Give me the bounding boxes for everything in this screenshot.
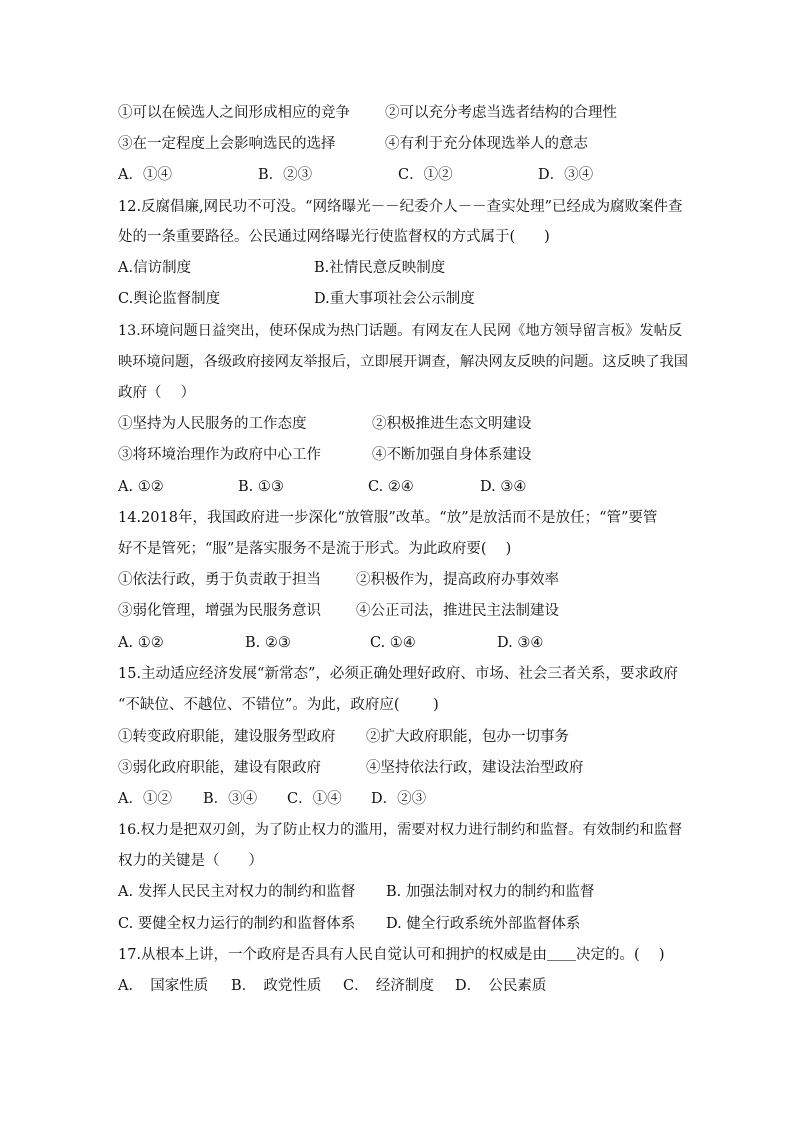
q14-option-1: ①依法行政，勇于负责敢于担当 (118, 572, 321, 588)
q13-choice-b: B. ①③ (238, 479, 284, 495)
q14-choice-c: C. ①④ (370, 635, 416, 651)
q16-choice-b: B. 加强法制对权力的制约和监督 (386, 884, 595, 900)
q17-choice-c: C． 经济制度 (343, 978, 434, 994)
q13-stem-line-1: 13.环境问题日益突出，使环保成为热门话题。有网友在人民网《地方领导留言板》发帖反 (118, 323, 683, 339)
q15-choice-a: A．①② (118, 791, 172, 807)
q14-choice-d: D. ③④ (497, 635, 544, 651)
q16-choice-c: C. 要健全权力运行的制约和监督体系 (118, 916, 356, 932)
q13-option-4: ④不断加强自身体系建设 (372, 447, 532, 463)
q16-choice-a: A. 发挥人民民主对权力的制约和监督 (118, 884, 356, 900)
q13-option-3: ③将环境治理作为政府中心工作 (118, 447, 321, 463)
q14-choice-b: B. ②③ (245, 635, 291, 651)
q14-option-4: ④公正司法，推进民主法制建设 (356, 603, 559, 619)
q14-option-2: ②积极作为，提高政府办事效率 (356, 572, 559, 588)
q11-option-2: ②可以充分考虑当选者结构的合理性 (385, 105, 617, 121)
q11-option-4: ④有利于充分体现选举人的意志 (385, 136, 588, 152)
q11-choice-a: A．①④ (118, 167, 172, 183)
q11-choice-c: C．①② (398, 167, 453, 183)
q16-stem-line-2: 权力的关键是（ ） (118, 853, 263, 869)
q11-choice-b: B．②③ (258, 167, 313, 183)
q12-choice-a: A.信访制度 (118, 260, 192, 276)
q17-stem-line-1: 17.从根本上讲，一个政府是否具有人民自觉认可和拥护的权威是由＿＿决定的。( ) (118, 947, 665, 963)
q15-option-4: ④坚持依法行政，建设法治型政府 (366, 760, 584, 776)
q16-stem-line-1: 16.权力是把双刃剑，为了防止权力的滥用，需要对权力进行制约和监督。有效制约和监督 (118, 822, 683, 838)
q16-choice-d: D. 健全行政系统外部监督体系 (386, 916, 581, 932)
q14-stem-line-2: 好不是管死；“服”是落实服务不是流于形式。为此政府要( ) (118, 541, 512, 557)
q11-option-3: ③在一定程度上会影响选民的选择 (118, 136, 336, 152)
q12-stem-line-1: 12.反腐倡廉,网民功不可没。“网络曝光－－纪委介人－－查实处理”已经成为腐败案件查 (118, 199, 683, 215)
q14-option-3: ③弱化管理，增强为民服务意识 (118, 603, 321, 619)
q17-choice-b: B． 政党性质 (231, 978, 322, 994)
q12-choice-d: D.重大事项社会公示制度 (314, 291, 475, 307)
q15-option-2: ②扩大政府职能，包办一切事务 (366, 729, 569, 745)
q15-option-3: ③弱化政府职能，建设有限政府 (118, 760, 321, 776)
q13-option-1: ①坚持为人民服务的工作态度 (118, 416, 307, 432)
q13-stem-line-3: 政府（ ） (118, 385, 196, 401)
q12-choice-b: B.社情民意反映制度 (314, 260, 446, 276)
q13-option-2: ②积极推进生态文明建设 (372, 416, 532, 432)
q11-choice-d: D．③④ (538, 167, 594, 183)
q15-stem-line-1: 15.主动适应经济发展“新常态”，必须正确处理好政府、市场、社会三者关系，要求政府 (118, 666, 678, 682)
q13-choice-d: D. ③④ (480, 479, 527, 495)
q12-stem-line-2: 处的一条重要路径。公民通过网络曝光行使监督权的方式属于( ) (118, 229, 550, 245)
q17-choice-a: A． 国家性质 (118, 978, 209, 994)
q13-choice-c: C. ②④ (368, 479, 414, 495)
q15-choice-b: B．③④ (203, 791, 258, 807)
q14-stem-line-1: 14.2018年，我国政府进一步深化“放管服”改革。“放”是放活而不是放任；“管”要管 (118, 510, 658, 526)
q14-choice-a: A. ①② (118, 635, 164, 651)
q12-choice-c: C.舆论监督制度 (118, 291, 221, 307)
q11-option-1: ①可以在候选人之间形成相应的竞争 (118, 105, 350, 121)
q13-choice-a: A. ①② (118, 479, 164, 495)
q15-stem-line-2: “不缺位、不越位、不错位”。为此，政府应( ) (118, 697, 439, 713)
q15-choice-d: D．②③ (371, 791, 427, 807)
q15-option-1: ①转变政府职能，建设服务型政府 (118, 729, 336, 745)
q15-choice-c: C．①④ (287, 791, 342, 807)
q13-stem-line-2: 映环境问题，各级政府接网友举报后，立即展开调查，解决网友反映的问题。这反映了我国 (118, 354, 689, 370)
q17-choice-d: D． 公民素质 (455, 978, 547, 994)
